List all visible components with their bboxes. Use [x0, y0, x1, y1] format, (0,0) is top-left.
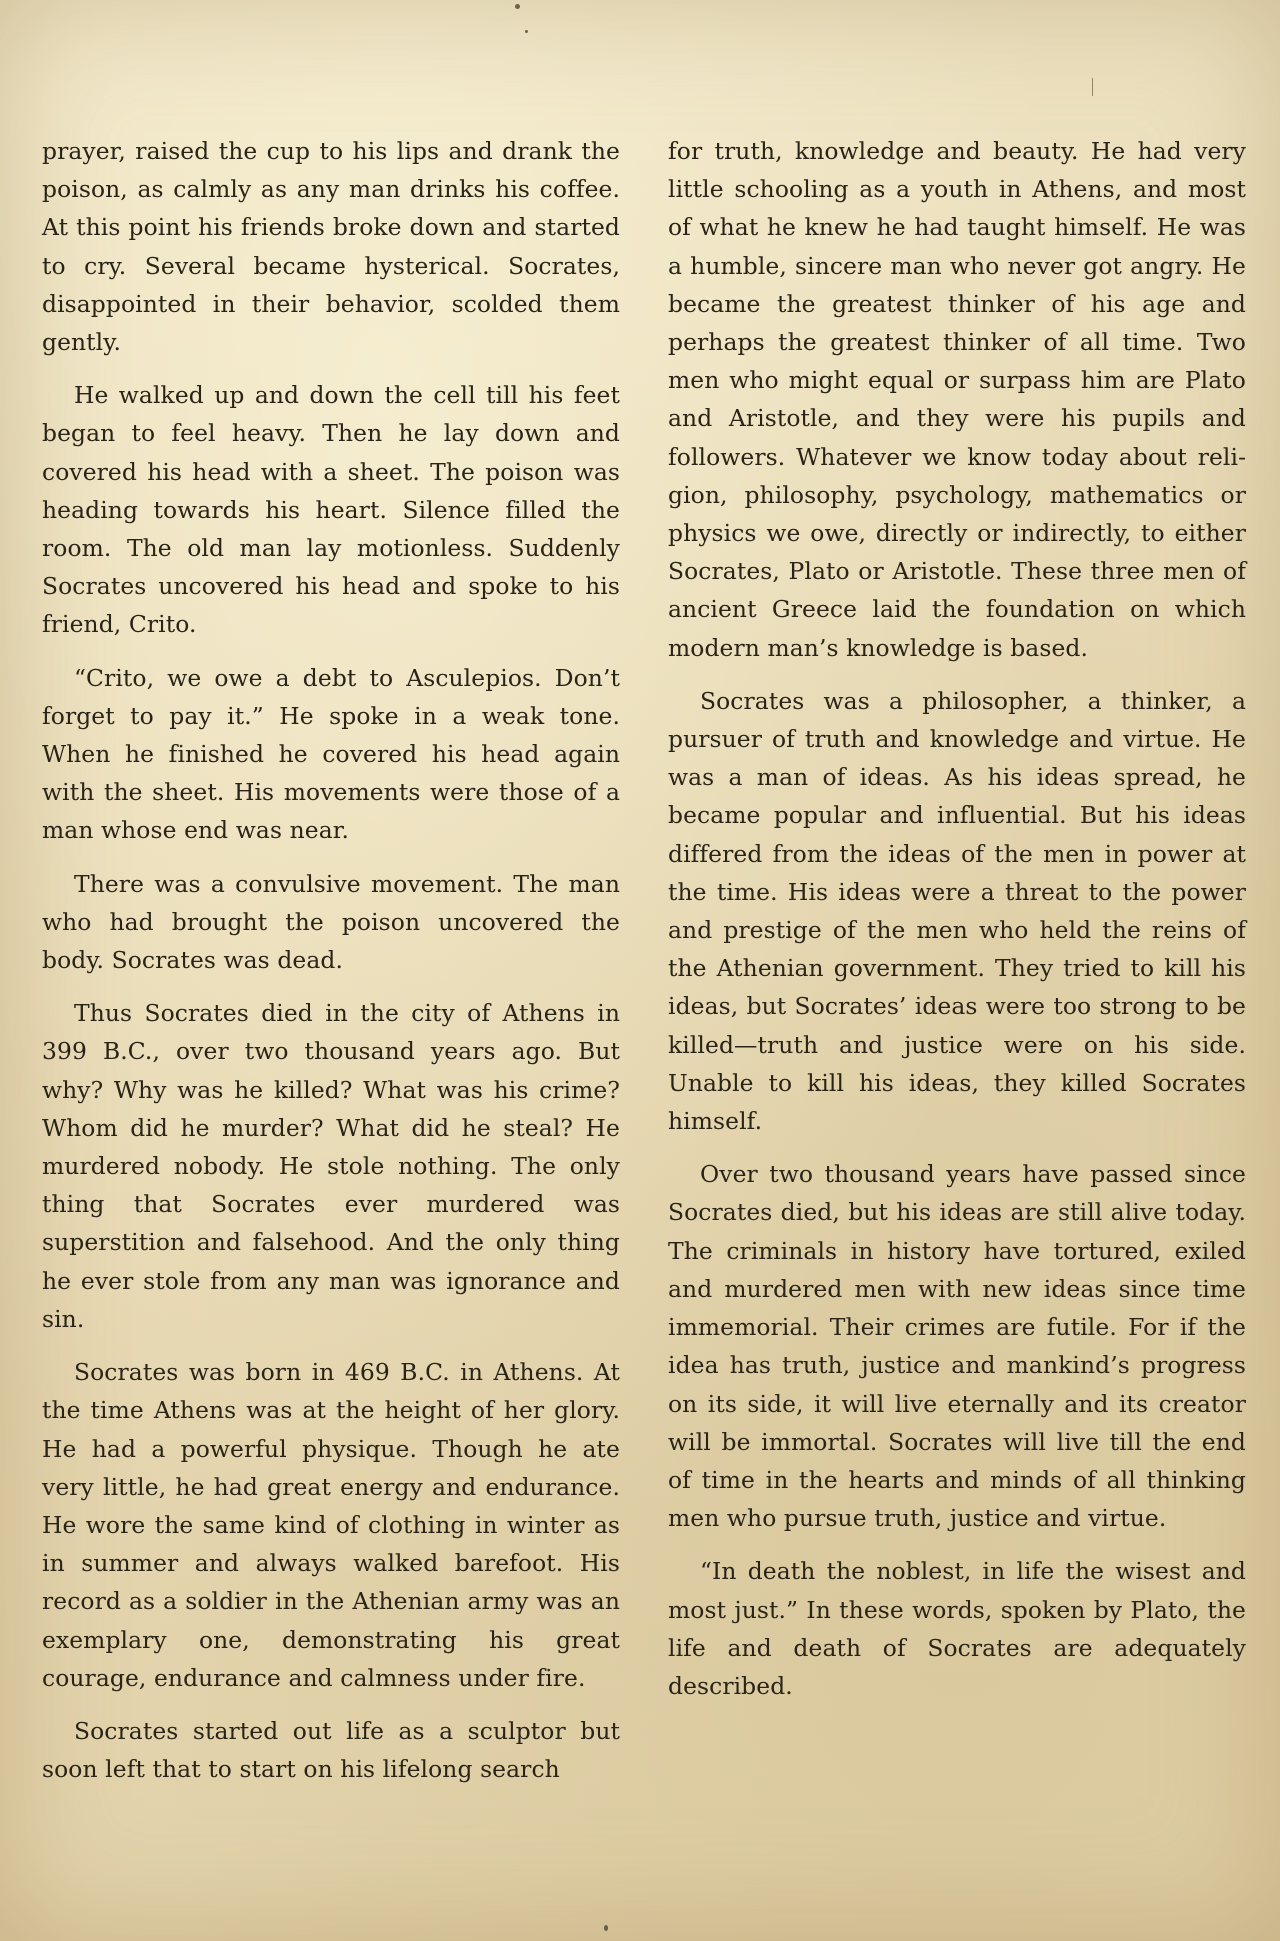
paper-speck	[525, 30, 528, 33]
paragraph: Socrates was a philosopher, a thinker, a pursuer of truth and knowledge and virtue. He was a man of ideas. As his ideas spread, he became popular and influential. But his ideas differed from the ideas of the men in power at the time. His ideas were a threat to the power and prestige of the men who held the reins of the Athenian government. They tried to kill his ideas, but Socrates’ ideas were too strong to be killed—truth and justice were on his side. Unable to kill his ideas, they killed Socrates himself.	[668, 686, 1246, 1136]
paragraph: He walked up and down the cell till his feet began to feel heavy. Then he lay down and covered his head with a sheet. The poison was heading towards his heart. Silence filled the room. The old man lay motionless. Suddenly Socrates uncovered his head and spoke to his friend, Crito.	[42, 381, 620, 639]
paragraph: Socrates started out life as a sculptor but soon left that to start on his lifelong search	[42, 1716, 620, 1784]
paragraph: Thus Socrates died in the city of Athens in 399 B.C., over two thousand years ago. But why? Why was he killed? What was his crime? Whom did he murder? What did he steal? He murdered nobody. He stole nothing. The only thing that Socrates ever murdered was superstition and falsehood. And the only thing he ever stole from any man was ignorance and sin.	[42, 999, 620, 1333]
right-text-column	[668, 132, 1246, 1720]
paragraph: “Crito, we owe a debt to Asculepios. Don’t forget to pay it.” He spoke in a weak tone. When he finished he covered his head again with the sheet. His movements were those of a man whose end was near.	[42, 663, 620, 845]
paragraph: Socrates was born in 469 B.C. in Athens. At the time Athens was at the height of her glory. He had a powerful physique. Though he ate very little, he had great energy and endurance. He wore the same kind of clothing in winter as in summer and always walked barefoot. His record as a soldier in the Athenian army was an exemplary one, demonstrating his great courage, endurance and calmness under fire.	[42, 1358, 620, 1692]
paper-speck	[515, 4, 520, 9]
paragraph: There was a convulsive movement. The man who had brought the poison uncovered the body. Socrates was dead.	[42, 869, 620, 975]
paragraph: for truth, knowledge and beauty. He had very little schooling as a youth in Athens, and most of what he knew he had taught himself. He was a humble, sincere man who never got angry. He became the greatest thinker of his age and perhaps the greatest thinker of all time. Two men who might equal or surpass him are Plato and Aristotle, and they were his pupils and followers. Whatever we know today about religion, philosophy, psychology, mathematics or physics we owe, directly or indirectly, to either Socrates, Plato or Aristotle. These three men of ancient Greece laid the foundation on which modern man’s knowledge is based.	[668, 137, 1246, 662]
paragraph: Over two thousand years have passed since Socrates died, but his ideas are still alive today. The criminals in history have tortured, exiled and murdered men with new ideas since time immemorial. Their crimes are futile. For if the idea has truth, justice and mankind’s progress on its side, it will live eternally and its creator will be immortal. Socrates will live till the end of time in the hearts and minds of all thinking men who pursue truth, justice and virtue.	[668, 1160, 1246, 1533]
paper-crease	[1092, 78, 1093, 96]
paragraph: prayer, raised the cup to his lips and drank the poison, as calmly as any man drinks his coffee. At this point his friends broke down and started to cry. Several became hysterical. Socrates, disappointed in their behavior, scolded them gently.	[42, 137, 620, 357]
paragraph: “In death the noblest, in life the wisest and most just.” In these words, spoken by Plato, the life and death of Socrates are adequately described.	[668, 1557, 1246, 1700]
paper-speck	[604, 1925, 608, 1931]
left-text-column	[42, 132, 620, 1803]
